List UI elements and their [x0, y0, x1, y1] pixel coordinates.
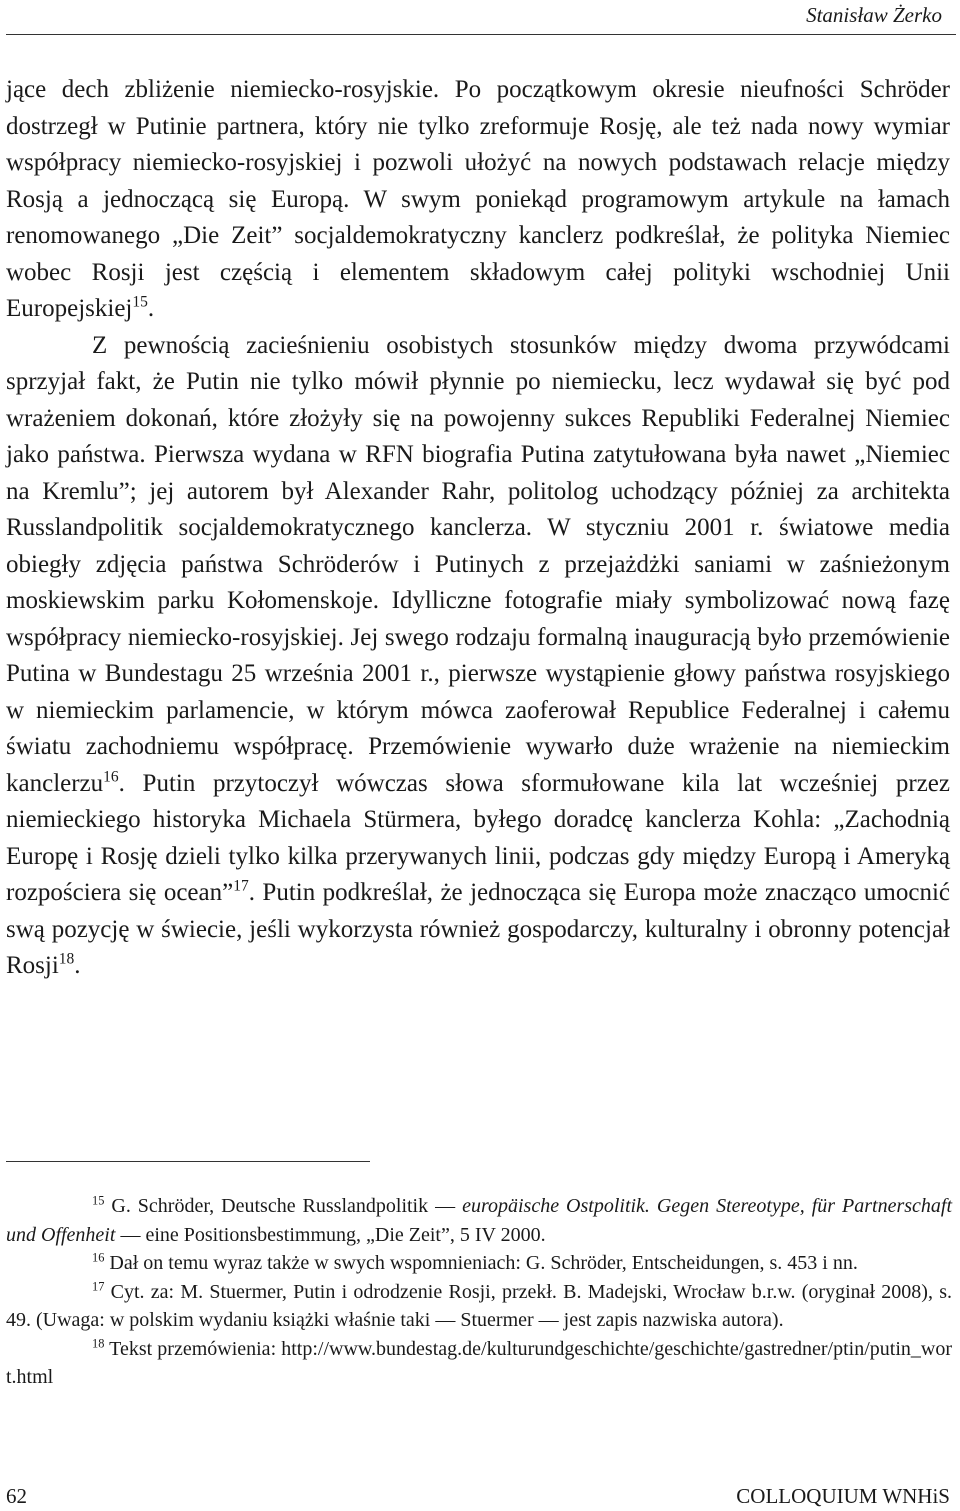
footnote-text-end: — eine Positionsbestimmung, „Die Zeit”, 5 IV 2000.	[115, 1223, 546, 1246]
paragraph-1	[6, 72, 950, 328]
footnote-text: Cyt. za: M. Stuermer, Putin i odrodzenie Rosji, przekł. B. Madejski, Wrocław b.r.w. (oryginał 2008), s. 49. (Uwaga: w polskim wydaniu książki właśnie taki — Stuermer — jest zapis nazwiska autora).	[6, 1280, 952, 1331]
header-rule	[6, 34, 956, 35]
paragraph-2-text-b: . Putin przytoczył wówczas słowa sformułowane kila lat wcześniej przez niemieckiego historyka Michaela Stürmera, byłego doradcę kanclerza Kohla: „Zachodnią Europę i Rosję dzieli tylko kilka przerywanych linii, podczas gdy między Europą i Ameryką rozpościera się ocean”	[6, 769, 950, 906]
footnote-italic-title: europäische Ostpolitik. Gegen Stereotype, für Partnerschaft und Offenheit	[6, 1195, 953, 1246]
footnote-ref-15[interactable]: 15	[132, 293, 148, 311]
footnote-link-text[interactable]: Tekst przemówienia: http://www.bundestag.de/kulturundgeschichte/geschichte/gastredner/ptin/putin_wort.html	[6, 1337, 952, 1388]
footnote-ref-16[interactable]: 16	[103, 768, 119, 786]
footnote-text: G. Schröder, Deutsche Russlandpolitik —	[111, 1195, 463, 1217]
footnote-text: Dał on temu wyraz także w swych wspomnieniach: G. Schröder, Entscheidungen, s. 453 i nn.	[109, 1252, 858, 1274]
footnote-16	[6, 1249, 952, 1278]
footnote-15	[6, 1192, 952, 1249]
page-number: 62	[6, 1484, 27, 1508]
footnote-ref-18[interactable]: 18	[58, 950, 75, 968]
footnote-separator	[6, 1161, 370, 1162]
footnote-number: 15	[92, 1193, 105, 1208]
main-text	[6, 72, 950, 985]
paragraph-1-text: jące dech zbliżenie niemiecko-rosyjskie. Po początkowym okresie nieufności Schröder dostrzegł w Putinie partnera, który nie tylko zreformuje Rosję, ale też nada nowy wymiar współpracy niemiecko-rosyjskiej i pozwoli ułożyć na nowych podstawach relacje między Rosją a jednoczącą się Europą. W swym poniekąd programowym artykule na łamach renomowanego „Die Zeit” socjaldemokratyczny kanclerz podkreślał, że polityka Niemiec wobec Rosji jest częścią i elementem składowym całej polityki wschodniej Unii Europejskiej	[6, 76, 950, 322]
footnote-ref-17[interactable]: 17	[233, 877, 249, 895]
paragraph-2	[6, 328, 950, 985]
journal-name: COLLOQUIUM WNHiS	[736, 1484, 950, 1508]
footnote-17	[6, 1278, 952, 1335]
footnotes	[6, 1192, 952, 1392]
footnote-18	[6, 1335, 952, 1392]
paragraph-2-text-c: . Putin podkreślał, że jednocząca się Europa może znacząco umocnić swą pozycję w świecie, jeśli wykorzysta również gospodarczy, kulturalny i obronny potencjał Rosji	[6, 879, 950, 979]
footnote-number: 18	[92, 1335, 105, 1350]
running-header-author: Stanisław Żerko	[806, 3, 942, 27]
paragraph-1-end: .	[147, 295, 155, 322]
paragraph-2-text-a: Z pewnością zacieśnieniu osobistych stosunków między dwoma przywódcami sprzyjał fakt, że Putin nie tylko mówił płynnie po niemiecku, lecz wydawał się być pod wrażeniem dokonań, które złożyły się na powojenny sukces Republiki Federalnej Niemiec jako państwa. Pierwsza wydana w RFN biografia Putina zatytułowana była nawet „Niemiec na Kremlu”; jej autorem był Alexander Rahr, politolog uchodzący później za architekta Russlandpolitik socjaldemokratycznego kanclerza. W styczniu 2001 r. światowe media obiegły zdjęcia państwa Schröderów i Putinych z przejażdżki saniami w zaśnieżonym moskiewskim parku Kołomenskoje. Idylliczne fotografie miały symbolizować nową fazę współpracy niemiecko-rosyjskiej. Jej swego rodzaju formalną inauguracją było przemówienie Putina w Bundestagu 25 września 2001 r., pierwsze wystąpienie głowy państwa rosyjskiego w niemieckim parlamencie, w którym mówca zaoferował Republice Federalnej i całemu światu zachodniemu współpracę. Przemówienie wywarło duże wrażenie na niemieckim kanclerzu	[6, 331, 950, 797]
footnote-number: 17	[92, 1278, 105, 1293]
footnote-number: 16	[92, 1250, 105, 1265]
paragraph-2-end: .	[74, 952, 81, 979]
